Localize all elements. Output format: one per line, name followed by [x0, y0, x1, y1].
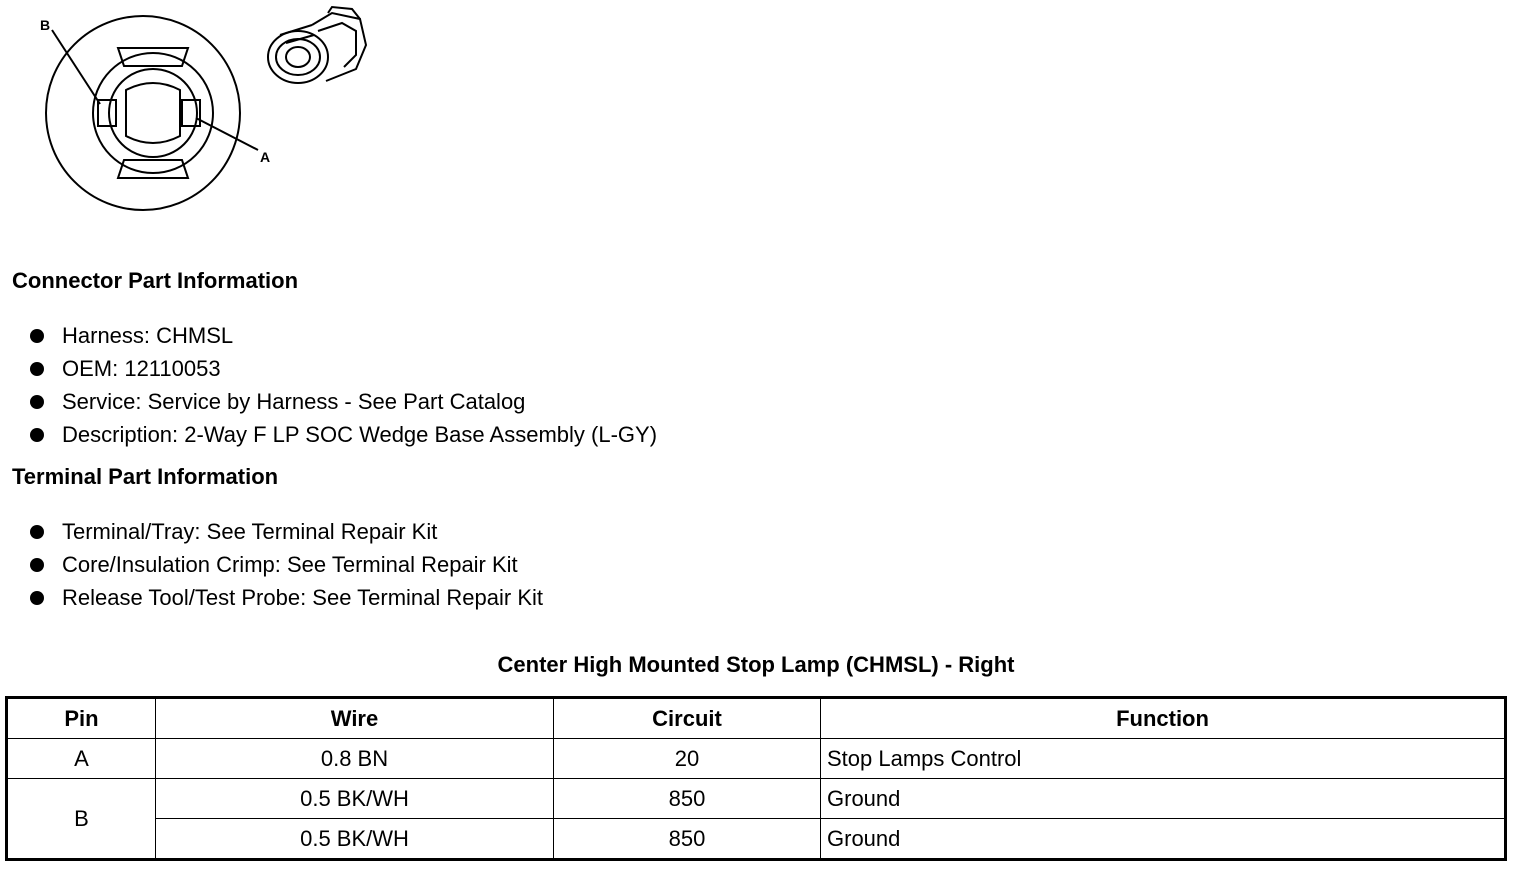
connector-info-list: [28, 319, 657, 451]
list-item: OEM: 12110053: [28, 352, 657, 385]
bullet-icon: [30, 329, 44, 343]
bullet-icon: [30, 362, 44, 376]
list-item: Harness: CHMSL: [28, 319, 657, 352]
header-function: Function: [821, 698, 1506, 739]
list-item: Service: Service by Harness - See Part Catalog: [28, 385, 657, 418]
header-circuit: Circuit: [554, 698, 821, 739]
cell-function: Stop Lamps Control: [821, 739, 1506, 779]
list-item: Description: 2-Way F LP SOC Wedge Base Assembly (L-GY): [28, 418, 657, 451]
bullet-icon: [30, 428, 44, 442]
cell-pin: B: [7, 779, 156, 860]
table-row: [7, 819, 1506, 860]
header-wire: Wire: [156, 698, 554, 739]
cell-function: Ground: [821, 779, 1506, 819]
header-pin: Pin: [7, 698, 156, 739]
cell-function: Ground: [821, 819, 1506, 860]
terminal-heading: Terminal Part Information: [12, 464, 279, 489]
cell-pin: A: [7, 739, 156, 779]
table-row: [7, 779, 1506, 819]
cell-circuit: 20: [554, 739, 821, 779]
cell-circuit: 850: [554, 819, 821, 860]
connector-heading: Connector Part Information: [12, 268, 299, 293]
bullet-icon: [30, 525, 44, 539]
bullet-icon: [30, 395, 44, 409]
bullet-icon: [30, 591, 44, 605]
cell-wire: 0.8 BN: [156, 739, 554, 779]
pin-table: [5, 696, 1507, 861]
connector-diagram: [30, 0, 390, 220]
table-row: [7, 739, 1506, 779]
cell-circuit: 850: [554, 779, 821, 819]
table-title: Center High Mounted Stop Lamp (CHMSL) - Right: [497, 652, 1015, 677]
terminal-info-list: [28, 515, 543, 614]
cell-wire: 0.5 BK/WH: [156, 819, 554, 860]
diagram-label-b: B: [40, 17, 51, 33]
table-header-row: [7, 698, 1506, 739]
diagram-label-a: A: [260, 149, 271, 165]
list-item: Core/Insulation Crimp: See Terminal Repair Kit: [28, 548, 543, 581]
cell-wire: 0.5 BK/WH: [156, 779, 554, 819]
list-item: Release Tool/Test Probe: See Terminal Repair Kit: [28, 581, 543, 614]
connector-outer-ring: [46, 16, 240, 210]
list-item: Terminal/Tray: See Terminal Repair Kit: [28, 515, 543, 548]
bullet-icon: [30, 558, 44, 572]
